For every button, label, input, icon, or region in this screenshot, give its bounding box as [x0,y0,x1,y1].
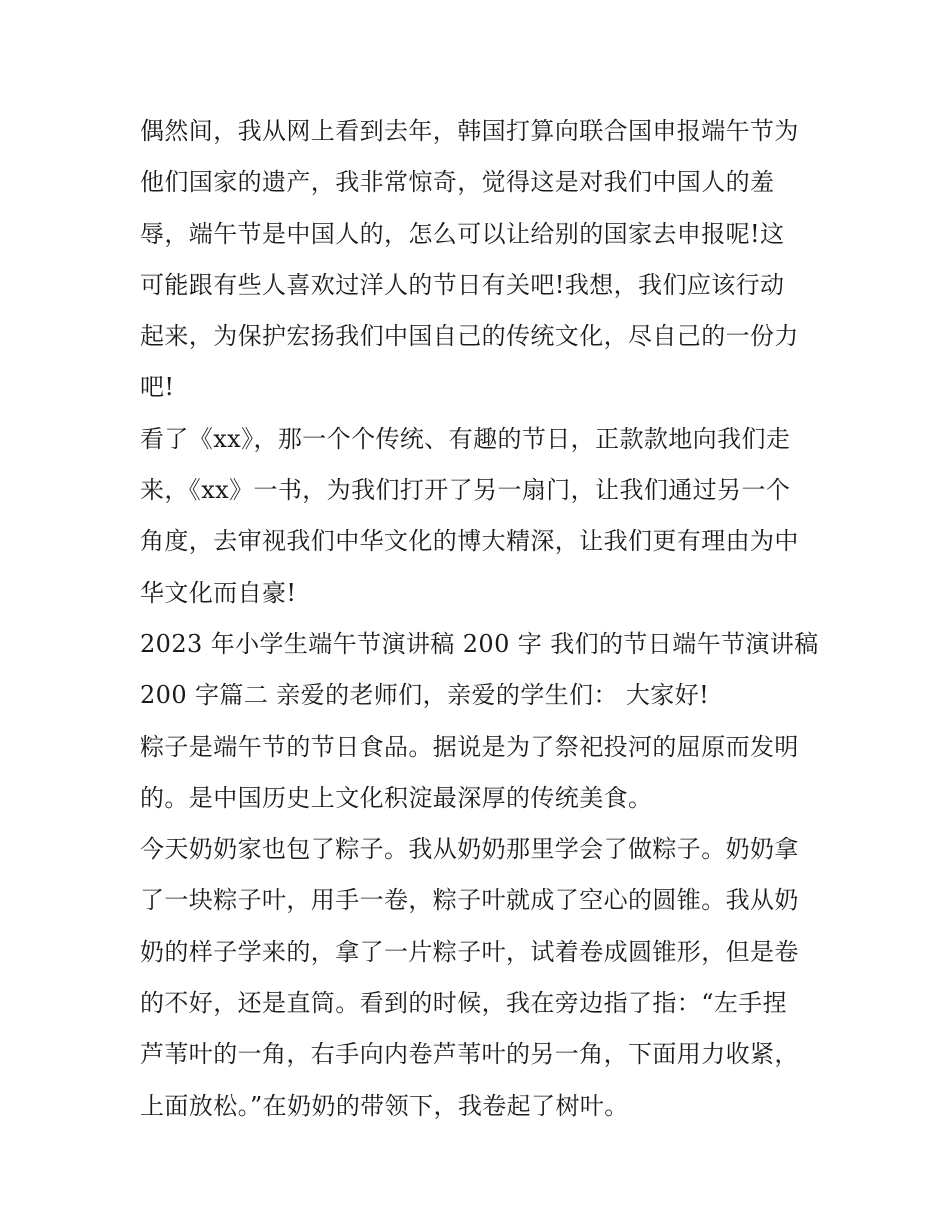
text-line: 来，《xx》一书，为我们打开了另一扇门，让我们通过另一个 [140,476,791,505]
text-line: 辱，端午节是中国人的，怎么可以让给别的国家去申报呢!这 [140,219,785,248]
text-line: 200 字篇二 亲爱的老师们，亲爱的学生们： 大家好! [140,681,710,710]
text-line: 2023 年小学生端午节演讲稿 200 字 我们的节日端午节演讲稿 [140,629,819,658]
text-line: 的。是中国历史上文化积淀最深厚的传统美食。 [140,783,653,812]
text-line: 吧! [140,373,175,402]
text-line: 他们国家的遗产，我非常惊奇，觉得这是对我们中国人的羞 [140,168,775,197]
body-text [140,106,819,1132]
text-line: 粽子是端午节的节日食品。据说是为了祭祀投河的屈原而发明 [140,732,799,761]
text-line: 起来，为保护宏扬我们中国自己的传统文化，尽自己的一份力 [140,322,799,351]
text-line: 今天奶奶家也包了粽子。我从奶奶那里学会了做粽子。奶奶拿 [140,835,799,864]
text-line: 芦苇叶的一角，右手向内卷芦苇叶的另一角，下面用力收紧， [140,1040,799,1069]
text-line: 角度，去审视我们中华文化的博大精深，让我们更有理由为中 [140,527,799,556]
text-line: 奶的样子学来的，拿了一片粽子叶，试着卷成圆锥形，但是卷 [140,937,799,966]
text-line: 上面放松。”在奶奶的带领下，我卷起了树叶。 [140,1091,629,1120]
text-line: 偶然间，我从网上看到去年，韩国打算向联合国申报端午节为 [140,117,799,145]
text-line: 看了《xx》，那一个个传统、有趣的节日，正款款地向我们走 [140,424,791,453]
text-line: 华文化而自豪! [140,578,297,607]
text-line: 可能跟有些人喜欢过洋人的节日有关吧!我想，我们应该行动 [140,270,785,299]
text-line: 的不好，还是直筒。看到的时候，我在旁边指了指：“左手捏 [140,989,788,1018]
text-line: 了一块粽子叶，用手一卷，粽子叶就成了空心的圆锥。我从奶 [140,886,799,915]
